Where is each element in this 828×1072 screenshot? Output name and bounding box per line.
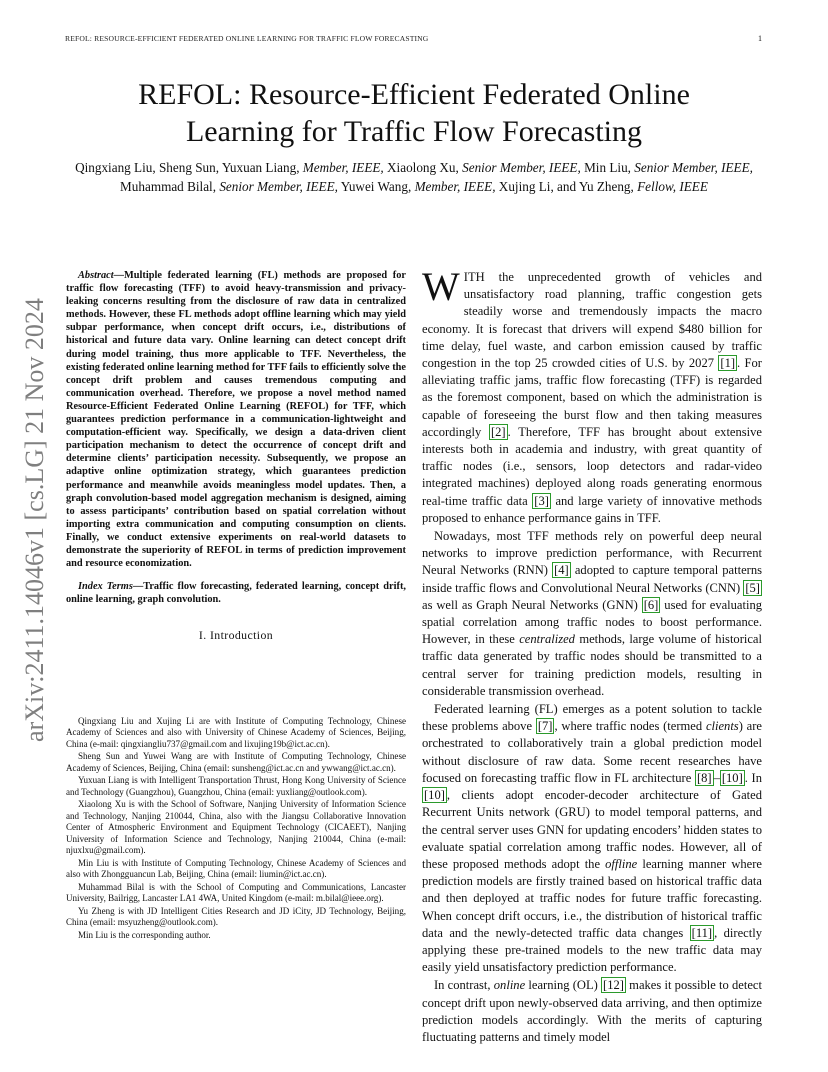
text-run: –: [713, 770, 720, 785]
section-heading: I. Introduction: [198, 628, 274, 643]
arxiv-identifier-text: arXiv:2411.14046v1 [cs.LG] 21 Nov 2024: [20, 298, 49, 742]
drop-cap: W: [422, 264, 460, 309]
text-run: used for evaluating spatial correlation among traffic nodes to boost performance. However, in these: [422, 597, 763, 647]
authors-3: Min Liu,: [580, 160, 635, 175]
index-terms-label: Index Terms: [78, 581, 133, 593]
author-role-5: Member, IEEE,: [414, 179, 496, 194]
author-footnotes: [66, 716, 406, 942]
abstract-label: Abstract: [78, 270, 114, 281]
paper-title: [60, 76, 768, 150]
citation-link[interactable]: [11]: [691, 925, 713, 940]
footnote: Muhammad Bilal is with the School of Computing and Communications, Lancaster University, Bailrigg, Lancaster LA1 4WA, United Kingdom (e-mail: m.bilal@ieee.org).: [66, 881, 406, 904]
intro-paragraph-1: [422, 264, 762, 527]
text-run: learning (OL): [525, 978, 602, 993]
text-run: Nowadays, most TFF methods rely on powerful deep neural networks to improve prediction performance, with Recurrent Neural Networks (RNN): [422, 529, 762, 578]
footnote: Yuxuan Liang is with Intelligent Transportation Thrust, Hong Kong University of Science and Technology (Guangzhou), Guangzhou, China (email: yuxliang@outlook.com).: [66, 775, 406, 797]
footnote: Yu Zheng is with JD Intelligent Cities Research and JD iCity, JD Technology, Beijing, China (email: msyuzheng@outlook.com).: [66, 905, 406, 928]
citation-link[interactable]: [7]: [537, 719, 553, 734]
title-line-2: Learning for Traffic Flow Forecasting: [185, 115, 643, 148]
text-run: In contrast,: [434, 978, 494, 993]
text-run: . Therefore, TFF has brought about extensive interests both in academia and industry, with great quantity of traffic nodes (i.e., sensors, loop detectors and radar-video integrated machines) deployed along roads generating enormous real-time traffic data: [422, 424, 762, 508]
right-column: [422, 264, 763, 1046]
footnote: Xiaolong Xu is with the School of Software, Nanjing University of Information Science and Technology, Nanjing 210044, China, also with the Jiangsu Collaborative Innovation Center of Atmospheric Environment and Equipment Technology (CICAEET), Nanjing University of Information Science and Technology, Nanjing 210044, China (e-mail: njuxlxu@gmail.com).: [66, 799, 406, 856]
index-terms: [66, 580, 406, 606]
title-line-1: REFOL: Resource-Efficient Federated Online: [138, 78, 690, 111]
abstract: [66, 269, 406, 570]
citation-link[interactable]: [8]: [696, 770, 712, 785]
text-run: makes it possible to detect concept drift upon newly-observed data arriving, and then optimize prediction models accordingly. With the merits of capturing fluctuating patterns and timely model: [422, 978, 762, 1044]
citation-link[interactable]: [10]: [721, 770, 743, 785]
text-run: , directly applying these pre-trained models to the new traffic data may easily yield unsatisfactory prediction performance.: [422, 925, 762, 975]
citation-link[interactable]: [3]: [534, 493, 549, 508]
citation-link[interactable]: [12]: [603, 978, 624, 993]
index-terms-text: —Traffic flow forecasting, federated learning, concept drift, online learning, graph convolution.: [66, 581, 406, 606]
emphasis: centralized: [519, 632, 575, 647]
running-header: REFOL: RESOURCE-EFFICIENT FEDERATED ONLINE LEARNING FOR TRAFFIC FLOW FORECASTING: [65, 34, 429, 43]
text-run: methods, large volume of historical traffic data generated by traffic nodes should be transmitted to a central server for training prediction models, resulting in considerable transmission overhead.: [422, 632, 762, 698]
text-run: . In: [744, 770, 762, 785]
author-role-4: Senior Member, IEEE,: [219, 179, 338, 194]
authors-2: Xiaolong Xu,: [383, 160, 463, 175]
authors-5: Yuwei Wang,: [337, 179, 415, 194]
intro-paragraph-2: [422, 528, 762, 700]
text-run: Federated learning (FL) emerges as a potent solution to tackle these problems above: [422, 702, 762, 734]
author-list: [60, 158, 768, 196]
authors-4: Muhammad Bilal,: [120, 179, 220, 194]
text-run: ITH the unprecedented growth of vehicles and unsatisfactory road planning, traffic congestion gets steadily worse and tremendously impacts the macro economy. It is forecast that drivers will expend $480 billion for time delay, fuel waste, and carbon emission caused by traffic congestion in the top 25 crowded cities of U.S. by 2027: [422, 270, 762, 371]
left-column: [66, 269, 406, 643]
arxiv-identifier-stamp: [20, 280, 50, 760]
text-run: and large variety of innovative methods proposed to enhance performance gains in TFF.: [422, 493, 762, 525]
text-run: ) are orchestrated to collaboratively train a global prediction model without disclosure of raw data. Some recent researches have focused on forecasting traffic flow in FL architecture: [422, 719, 762, 785]
text-run: adopted to capture temporal patterns inside traffic flows and Convolutional Neural Networks (CNN): [422, 563, 763, 595]
text-run: . For alleviating traffic jams, traffic flow forecasting (TFF) is regarded as the foremost component, based on which the administration is capable of foreseeing the burst flow and then taking measures accordingly: [422, 356, 762, 439]
author-role-1: Member, IEEE,: [302, 160, 384, 175]
emphasis: online: [493, 978, 526, 993]
authors-6: Xujing Li, and Yu Zheng,: [495, 179, 638, 194]
citation-link[interactable]: [10]: [424, 788, 445, 803]
intro-paragraph-4: [422, 977, 762, 1046]
citation-link[interactable]: [6]: [643, 597, 659, 612]
author-role-3: Senior Member, IEEE,: [634, 160, 753, 175]
citation-link[interactable]: [5]: [745, 580, 760, 595]
abstract-text: —Multiple federated learning (FL) methods are proposed for traffic flow forecasting (TFF) to avoid heavy-transmission and privacy-leaking concerns resulting from the disclosure of raw data in centralized methods. However, these FL methods adopt offline learning which may yield subpar performance, when concept drift occurs, i.e., distributions of historical and future data vary. Online learning can detect concept drift during model training, thus more applicable to TFF. Nevertheless, the existing federated online learning method for TFF fails to efficiently solve the concept drift problem and causes tremendous computing and communication overhead. Therefore, we propose a novel method named Resource-Efficient Federated Online Learning (REFOL) for TFF, which guarantees prediction performance in a communication-lightweight and computation-efficient way. Specifically, we design a data-driven client participation mechanism to detect the occurrence of concept drift and determine clients’ participation necessity. Subsequently, we propose an adaptive online optimization strategy, which guarantees prediction performance and meanwhile avoids meaningless model updates. Then, a graph convolution-based model aggregation mechanism is designed, aiming to assess participants’ contribution based on spatial correlation without importing extra communication and computing consumption on clients. Finally, we conduct extensive experiments on real-world datasets to demonstrate the superiority of REFOL in terms of prediction improvement and resource economization.: [66, 270, 406, 570]
footnote: Sheng Sun and Yuwei Wang are with Institute of Computing Technology, Chinese Academy of Sciences, Beijing, China (email: sunsheng@ict.ac.cn and ywwang@ict.ac.cn).: [66, 751, 406, 773]
intro-paragraph-3: [422, 701, 762, 976]
footnote: Min Liu is with Institute of Computing Technology, Chinese Academy of Sciences and also with Zhongguancun Lab, Beijing, China (email: liumin@ict.ac.cn).: [66, 857, 406, 880]
footnote: Qingxiang Liu and Xujing Li are with Institute of Computing Technology, Chinese Academy of Sciences and also with University of Chinese Academy of Sciences, Beijing, China (e-mail: qingxiangliu737@gmail.com and lixujing19b@ict.ac.cn).: [66, 716, 406, 749]
text-run: , clients adopt encoder-decoder architecture of Gated Recurrent Units network (GRU) to model temporal patterns, and the central server uses GNN for updating encoders’ hidden states to evaluate spatial correlation among traffic nodes. However, all of these proposed methods adopt the: [422, 788, 762, 871]
citation-link[interactable]: [1]: [720, 356, 736, 371]
text-run: as well as Graph Neural Networks (GNN): [422, 597, 642, 612]
author-role-6: Fellow, IEEE: [637, 179, 708, 194]
text-run: , where traffic nodes (termed: [554, 719, 706, 734]
text-run: learning manner where prediction models are firstly trained based on historical traffic data and then deployed at traffic nodes for future traffic forecasting. When concept drift occurs, i.e., the distribution of historical traffic data and the newly-detected traffic data changes: [422, 856, 762, 940]
footnote: Min Liu is the corresponding author.: [78, 929, 211, 940]
citation-link[interactable]: [2]: [490, 424, 506, 439]
author-role-2: Senior Member, IEEE,: [462, 160, 581, 175]
emphasis: offline: [605, 856, 638, 871]
emphasis: clients: [705, 719, 739, 734]
citation-link[interactable]: [4]: [554, 563, 569, 578]
authors-1: Qingxiang Liu, Sheng Sun, Yuxuan Liang,: [75, 160, 303, 175]
page-number: 1: [758, 34, 762, 43]
